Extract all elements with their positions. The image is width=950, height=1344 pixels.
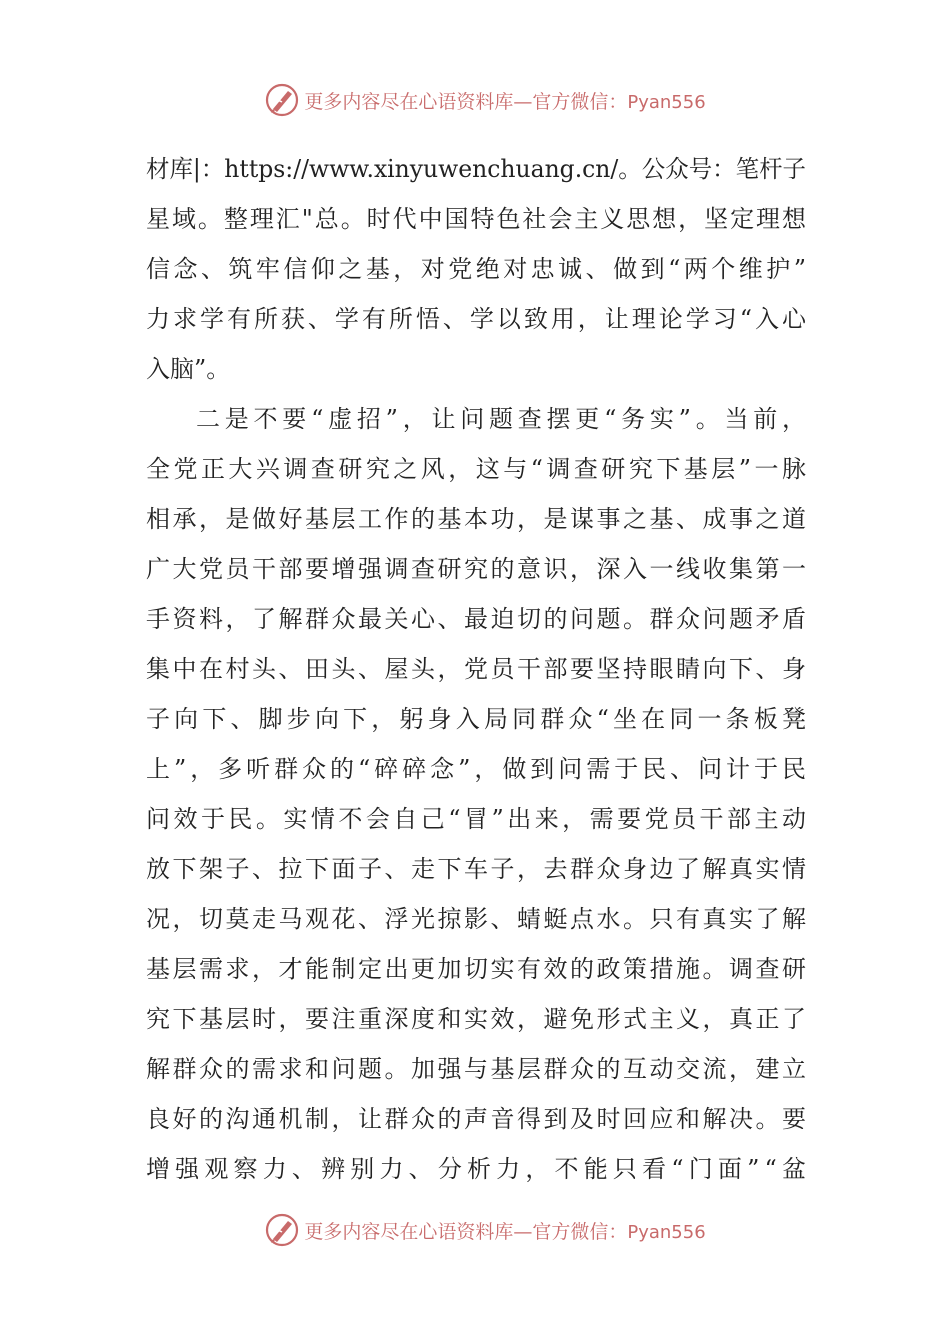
body-line-20-text: 良好的沟通机制，让群众的声音得到及时回应和解决。要	[146, 1105, 809, 1133]
body-line	[146, 794, 810, 844]
body-line-15-text: 放下架子、拉下面子、走下车子，去群众身边了解真实情	[146, 855, 809, 883]
body-line	[146, 494, 809, 544]
pen-logo-icon	[264, 82, 300, 118]
header-banner-wechat-id: Pyan556	[627, 91, 706, 113]
header-watermark-banner	[0, 78, 950, 122]
body-line-2-text: 星域。整理汇"总。时代中国特色社会主义思想，坚定理想	[146, 205, 808, 233]
body-line-16-text: 况，切莫走马观花、浮光掠影、蜻蜓点水。只有真实了解	[146, 905, 809, 933]
body-line	[146, 1094, 809, 1144]
body-line-10-text: 手资料，了解群众最关心、最迫切的问题。群众问题矛盾	[146, 605, 809, 633]
body-line-19-text: 解群众的需求和问题。加强与基层群众的互动交流，建立	[146, 1055, 809, 1083]
body-line	[146, 344, 806, 394]
document-body	[146, 144, 812, 1194]
header-banner-cn: 更多内容尽在心语资料库—官方微信：	[304, 90, 628, 113]
pen-logo-icon	[264, 1212, 300, 1248]
header-banner-text	[304, 87, 705, 114]
body-line	[146, 444, 810, 494]
body-line	[146, 194, 806, 244]
body-line-6-text: 二是不要“虚招”，让问题查摆更“务实”。当前，	[196, 405, 811, 433]
body-line-21-text: 增强观察力、辨别力、分析力，不能只看“门面”“盆	[146, 1155, 812, 1183]
body-line	[146, 244, 810, 294]
body-line-18-text: 究下基层时，要注重深度和实效，避免形式主义，真正了	[146, 1005, 809, 1033]
body-line-12-text: 子向下、脚步向下，躬身入局同群众“坐在同一条板凳	[146, 705, 811, 733]
body-line-paragraph-start	[146, 394, 811, 444]
body-line-14-text: 问效于民。实情不会自己“冒”出来，需要党员干部主动	[146, 805, 810, 833]
body-line-17-text: 基层需求，才能制定出更加切实有效的政策措施。调查研	[146, 955, 809, 983]
body-line	[146, 994, 809, 1044]
body-line	[146, 1044, 809, 1094]
body-line-5-text: 入脑”。	[146, 355, 231, 383]
footer-banner-cn: 更多内容尽在心语资料库—官方微信：	[304, 1220, 628, 1243]
body-line-3-text: 信念、筑牢信仰之基，对党绝对忠诚、做到“两个维护”	[146, 255, 810, 283]
body-line-13-text: 上”，多听群众的“碎碎念”，做到问需于民、问计于民	[146, 755, 810, 783]
body-line	[146, 844, 809, 894]
body-line	[146, 644, 809, 694]
body-line	[146, 144, 806, 194]
body-line-9-text: 广大党员干部要增强调查研究的意识，深入一线收集第一	[146, 555, 809, 583]
body-line	[146, 694, 811, 744]
header-banner-inner	[264, 82, 705, 118]
footer-banner-text	[304, 1217, 705, 1244]
body-line	[146, 1144, 812, 1194]
body-line-11-text: 集中在村头、田头、屋头，党员干部要坚持眼睛向下、身	[146, 655, 809, 683]
footer-banner-wechat-id: Pyan556	[627, 1221, 706, 1243]
body-line	[146, 594, 809, 644]
body-line	[146, 544, 809, 594]
body-line	[146, 944, 809, 994]
body-line	[146, 294, 809, 344]
footer-watermark-banner	[0, 1208, 950, 1252]
body-line-7-text: 全党正大兴调查研究之风，这与“调查研究下基层”一脉	[146, 455, 810, 483]
body-line	[146, 744, 810, 794]
body-line-8-text: 相承，是做好基层工作的基本功，是谋事之基、成事之道	[146, 505, 809, 533]
footer-banner-inner	[264, 1212, 705, 1248]
body-line-1-text: 材库|：https://www.xinyuwenchuang.cn/。公众号：笔杆子	[146, 155, 806, 183]
body-line	[146, 894, 809, 944]
body-line-4-text: 力求学有所获、学有所悟、学以致用，让理论学习“入心	[146, 305, 809, 333]
